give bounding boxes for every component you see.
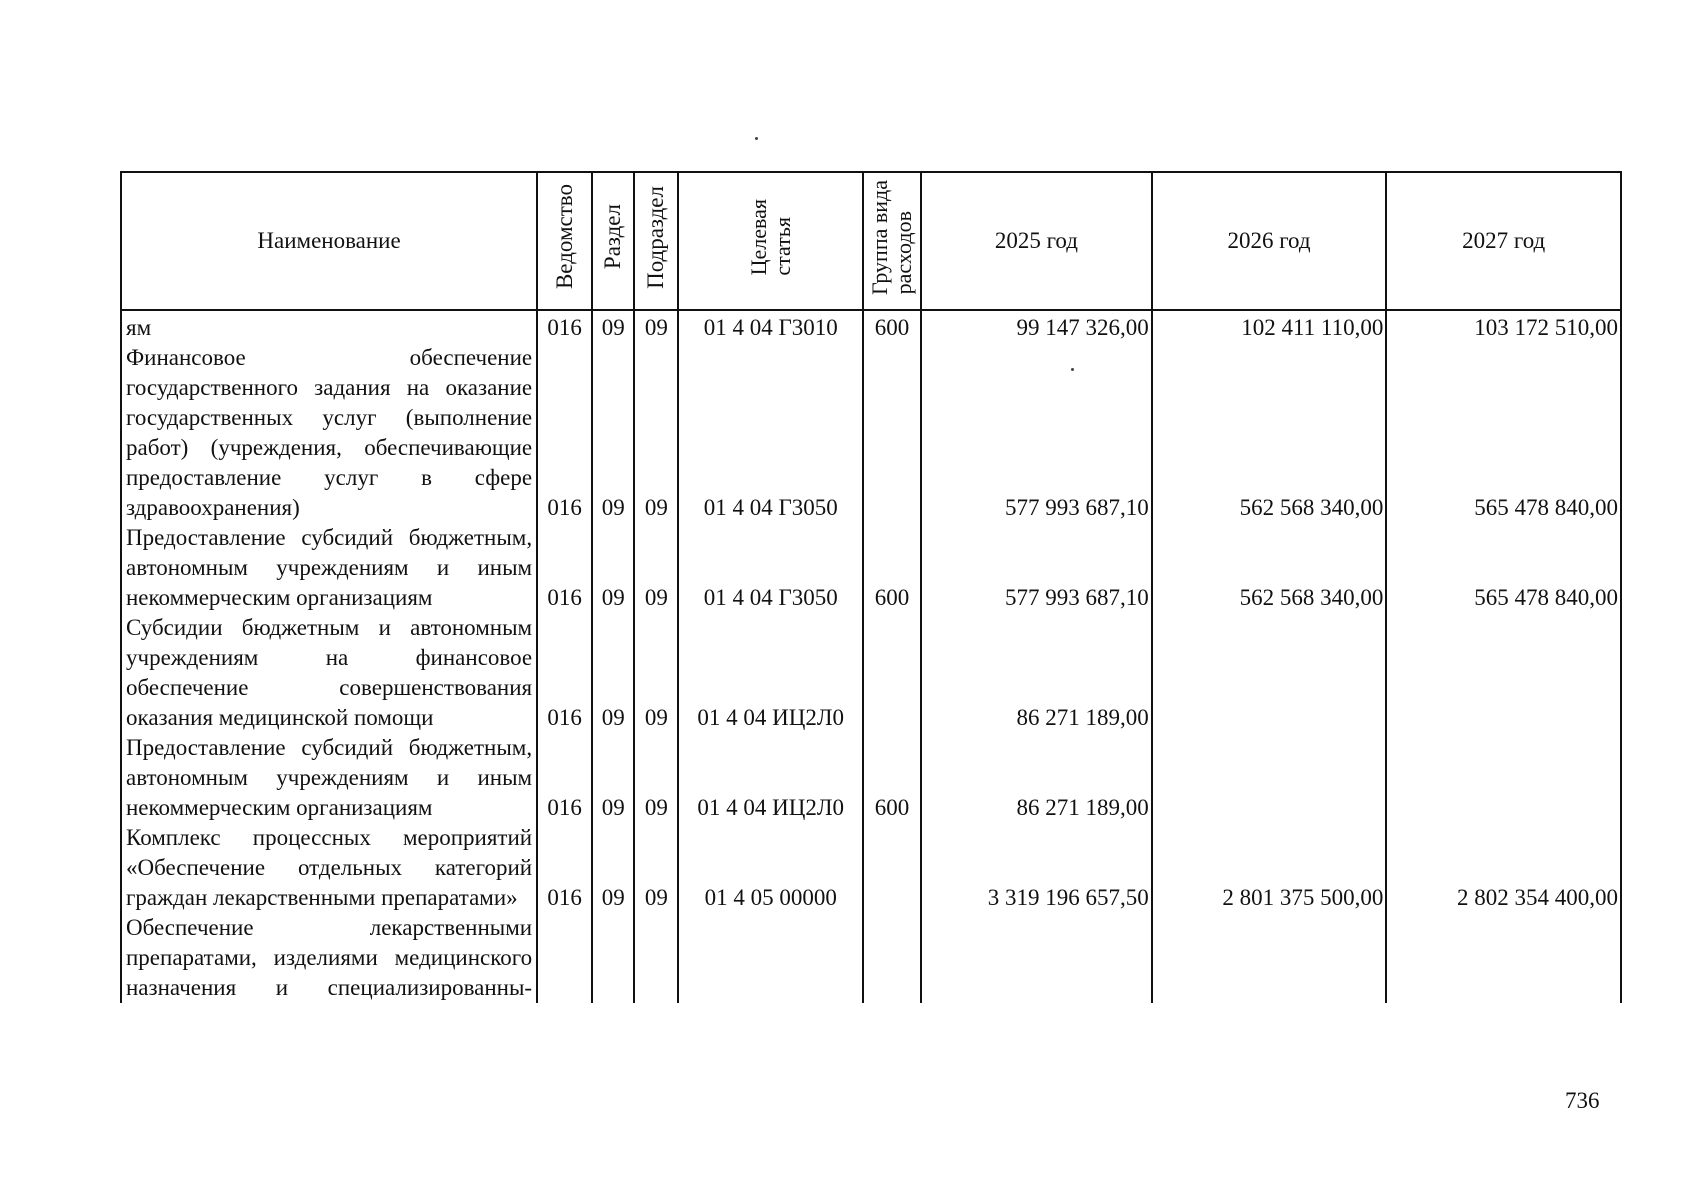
- row-razdel: [592, 913, 634, 1003]
- table-row: [121, 913, 1621, 1003]
- table-row: [121, 733, 1621, 823]
- row-2027: 565 478 840,00: [1386, 343, 1621, 523]
- row-podrazdel: 09: [634, 343, 678, 523]
- header-gruppa-line1: Группа вида: [867, 179, 893, 295]
- row-2027: 565 478 840,00: [1386, 523, 1621, 613]
- row-2027: 2 802 354 400,00: [1386, 823, 1621, 913]
- row-2025: 86 271 189,00: [921, 613, 1152, 733]
- row-name: ям: [121, 310, 537, 343]
- row-name: Субсидии бюджетным и автономным учреждениям на финансовое обеспечение совершенствования оказания медицинской помощи: [121, 613, 537, 733]
- row-celevaya-statya: [678, 913, 862, 1003]
- row-2027: [1386, 913, 1621, 1003]
- row-2026: 562 568 340,00: [1152, 343, 1387, 523]
- row-celevaya-statya: 01 4 04 ИЦ2Л0: [678, 733, 862, 823]
- row-2025: 577 993 687,10: [921, 343, 1152, 523]
- header-gruppa-vida-rashodov: [863, 172, 921, 310]
- row-razdel: 09: [592, 823, 634, 913]
- page-number: 736: [1565, 1088, 1600, 1113]
- table-row: [121, 523, 1621, 613]
- row-celevaya-statya: 01 4 04 Г3050: [678, 343, 862, 523]
- row-gruppa-rashodov: [863, 343, 921, 523]
- header-2027: 2027 год: [1386, 172, 1621, 310]
- header-name: Наименование: [121, 172, 537, 310]
- row-name: Обеспечение лекарственными препаратами, изделиями медицинского назначения и специализированны-: [121, 913, 537, 1003]
- row-celevaya-statya: 01 4 04 Г3050: [678, 523, 862, 613]
- row-podrazdel: 09: [634, 310, 678, 343]
- row-razdel: 09: [592, 613, 634, 733]
- row-2026: [1152, 733, 1387, 823]
- header-podrazdel: Подраздел: [634, 172, 678, 310]
- row-2025: 577 993 687,10: [921, 523, 1152, 613]
- row-2026: [1152, 613, 1387, 733]
- row-2027: 103 172 510,00: [1386, 310, 1621, 343]
- row-gruppa-rashodov: 600: [863, 733, 921, 823]
- row-vedomstvo: [537, 913, 592, 1003]
- row-podrazdel: 09: [634, 523, 678, 613]
- row-2025: 3 319 196 657,50: [921, 823, 1152, 913]
- row-podrazdel: 09: [634, 823, 678, 913]
- row-celevaya-statya: 01 4 04 Г3010: [678, 310, 862, 343]
- row-2027: [1386, 613, 1621, 733]
- row-vedomstvo: 016: [537, 613, 592, 733]
- budget-table: [120, 171, 1622, 1003]
- table-row: [121, 343, 1621, 523]
- row-vedomstvo: 016: [537, 523, 592, 613]
- row-gruppa-rashodov: [863, 913, 921, 1003]
- header-celevaya-line1: Целевая: [745, 198, 771, 276]
- header-razdel: Раздел: [592, 172, 634, 310]
- row-gruppa-rashodov: [863, 823, 921, 913]
- row-name: Финансовое обеспечение государственного задания на оказание государственных услуг (выполнение работ) (учреждения, обеспечивающие предоставление услуг в сфере здравоохранения): [121, 343, 537, 523]
- table-row: [121, 823, 1621, 913]
- row-2026: 562 568 340,00: [1152, 523, 1387, 613]
- row-gruppa-rashodov: [863, 613, 921, 733]
- row-gruppa-rashodov: 600: [863, 523, 921, 613]
- row-vedomstvo: 016: [537, 733, 592, 823]
- row-2026: [1152, 913, 1387, 1003]
- header-2026: 2026 год: [1152, 172, 1387, 310]
- row-2026: 2 801 375 500,00: [1152, 823, 1387, 913]
- header-2025: 2025 год: [921, 172, 1152, 310]
- row-celevaya-statya: 01 4 05 00000: [678, 823, 862, 913]
- table-row: [121, 613, 1621, 733]
- row-razdel: 09: [592, 310, 634, 343]
- row-podrazdel: 09: [634, 613, 678, 733]
- row-name: Комплекс процессных мероприятий «Обеспечение отдельных категорий граждан лекарственными препаратами»: [121, 823, 537, 913]
- row-2027: [1386, 733, 1621, 823]
- row-2025: [921, 913, 1152, 1003]
- row-name: Предоставление субсидий бюджетным, автономным учреждениям и иным некоммерческим организациям: [121, 733, 537, 823]
- header-row: [121, 172, 1621, 310]
- row-2026: 102 411 110,00: [1152, 310, 1387, 343]
- row-razdel: 09: [592, 733, 634, 823]
- row-vedomstvo: 016: [537, 823, 592, 913]
- row-2025: 99 147 326,00: [921, 310, 1152, 343]
- row-vedomstvo: 016: [537, 343, 592, 523]
- row-celevaya-statya: 01 4 04 ИЦ2Л0: [678, 613, 862, 733]
- row-name: Предоставление субсидий бюджетным, автономным учреждениям и иным некоммерческим организациям: [121, 523, 537, 613]
- scan-speck: [755, 137, 758, 140]
- header-gruppa-line2: расходов: [891, 211, 917, 295]
- header-celevaya-line2: статья: [769, 216, 795, 276]
- header-celevaya-statya: [678, 172, 862, 310]
- row-razdel: 09: [592, 523, 634, 613]
- row-podrazdel: 09: [634, 733, 678, 823]
- row-gruppa-rashodov: 600: [863, 310, 921, 343]
- row-vedomstvo: 016: [537, 310, 592, 343]
- row-2025: 86 271 189,00: [921, 733, 1152, 823]
- row-razdel: 09: [592, 343, 634, 523]
- header-vedomstvo: Ведомство: [537, 172, 592, 310]
- table-row: [121, 310, 1621, 343]
- row-podrazdel: [634, 913, 678, 1003]
